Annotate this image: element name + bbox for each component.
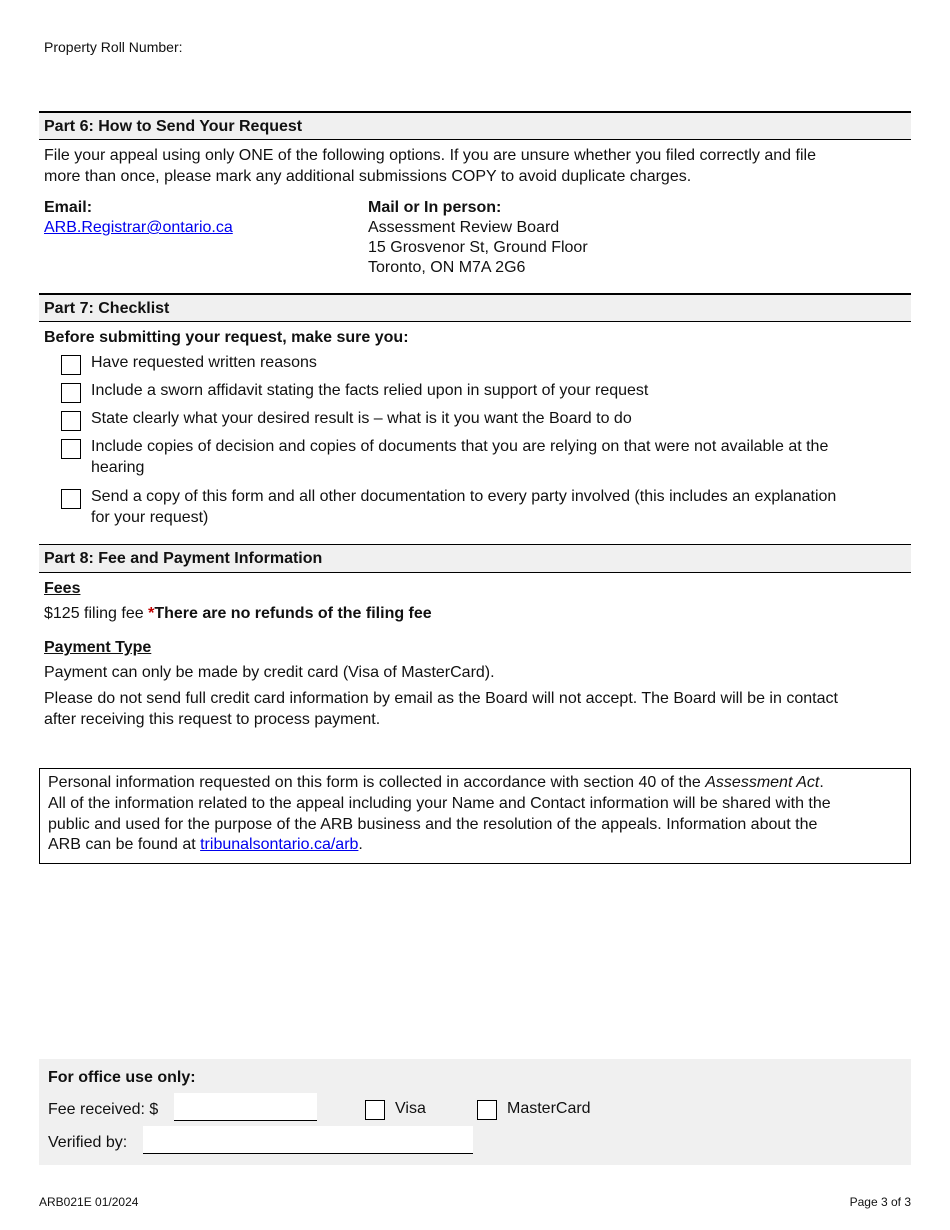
notice-text: . xyxy=(358,836,363,854)
part6-intro-line1: File your appeal using only ONE of the following options. If you are unsure whether you filed correctly and file xyxy=(44,147,816,164)
checklist-item-text-cont: hearing xyxy=(91,459,145,476)
verified-by-input[interactable] xyxy=(143,1126,473,1154)
fees-heading: Fees xyxy=(44,580,81,597)
tribunals-link[interactable]: tribunalsontario.ca/arb xyxy=(200,836,359,854)
checkbox[interactable] xyxy=(61,411,81,431)
part7-heading: Part 7: Checklist xyxy=(39,293,911,322)
email-label: Email: xyxy=(44,199,93,216)
mastercard-checkbox[interactable] xyxy=(477,1100,497,1120)
mail-address-line2: 15 Grosvenor St, Ground Floor xyxy=(368,239,588,256)
checklist-item-text: Have requested written reasons xyxy=(91,354,317,371)
form-code: ARB021E 01/2024 xyxy=(39,1195,139,1209)
privacy-notice-line1 xyxy=(48,773,902,794)
mail-label: Mail or In person: xyxy=(368,199,502,216)
checkbox[interactable] xyxy=(61,355,81,375)
checkbox[interactable] xyxy=(61,489,81,509)
payment-method-text: Payment can only be made by credit card (Visa of MasterCard). xyxy=(44,664,495,681)
email-block xyxy=(44,198,233,238)
required-asterisk: * xyxy=(148,605,155,622)
notice-text: ARB can be found at xyxy=(48,836,201,854)
privacy-notice-line3: public and used for the purpose of the ARB business and the resolution of the appeals. Information about the xyxy=(48,815,818,833)
payment-note xyxy=(44,689,904,730)
part8-heading: Part 8: Fee and Payment Information xyxy=(39,544,911,573)
mastercard-label: MasterCard xyxy=(507,1100,591,1117)
part6-intro xyxy=(44,146,904,187)
office-use-box xyxy=(39,1059,911,1165)
payment-note-line2: after receiving this request to process payment. xyxy=(44,710,381,728)
privacy-notice-line4 xyxy=(48,835,902,856)
office-use-title: For office use only: xyxy=(48,1069,196,1086)
part6-intro-line2: more than once, please mark any additional submissions COPY to avoid duplicate charges. xyxy=(44,167,692,185)
verified-by-label: Verified by: xyxy=(48,1134,128,1151)
visa-label: Visa xyxy=(395,1100,426,1117)
page-number: Page 3 of 3 xyxy=(849,1195,911,1209)
fee-received-input[interactable] xyxy=(174,1093,317,1121)
notice-text: . xyxy=(819,774,824,791)
part6-heading: Part 6: How to Send Your Request xyxy=(39,111,911,140)
payment-type-heading: Payment Type xyxy=(44,639,152,656)
fee-line xyxy=(44,604,432,624)
privacy-notice-line2: All of the information related to the appeal including your Name and Contact information will be shared with the xyxy=(48,794,831,812)
visa-checkbox[interactable] xyxy=(365,1100,385,1120)
payment-note-line1: Please do not send full credit card information by email as the Board will not accept. The Board will be in contact xyxy=(44,690,838,707)
email-link[interactable]: ARB.Registrar@ontario.ca xyxy=(44,219,233,236)
fee-amount: $125 filing fee xyxy=(44,605,149,622)
no-refund-note: There are no refunds of the filing fee xyxy=(154,605,432,622)
fee-received-label: Fee received: $ xyxy=(48,1101,159,1118)
checklist-item-text: Send a copy of this form and all other documentation to every party involved (this includes an explanation xyxy=(91,488,837,505)
mail-block xyxy=(368,198,588,278)
checklist-item-text: State clearly what your desired result is – what is it you want the Board to do xyxy=(91,410,632,427)
checkbox[interactable] xyxy=(61,439,81,459)
mail-address-line3: Toronto, ON M7A 2G6 xyxy=(368,259,526,276)
checklist-lead: Before submitting your request, make sure you: xyxy=(44,329,409,346)
checklist-item-text: Include copies of decision and copies of documents that you are relying on that were not available at the xyxy=(91,438,829,455)
checklist-item-text: Include a sworn affidavit stating the facts relied upon in support of your request xyxy=(91,382,649,399)
assessment-act-title: Assessment Act xyxy=(705,774,820,791)
property-roll-number-label: Property Roll Number: xyxy=(44,39,183,55)
notice-text: Personal information requested on this form is collected in accordance with section 40 of the xyxy=(48,774,706,791)
checkbox[interactable] xyxy=(61,383,81,403)
mail-address-line1: Assessment Review Board xyxy=(368,219,560,236)
privacy-notice xyxy=(39,768,911,864)
checklist-item-text-cont: for your request) xyxy=(91,509,209,526)
